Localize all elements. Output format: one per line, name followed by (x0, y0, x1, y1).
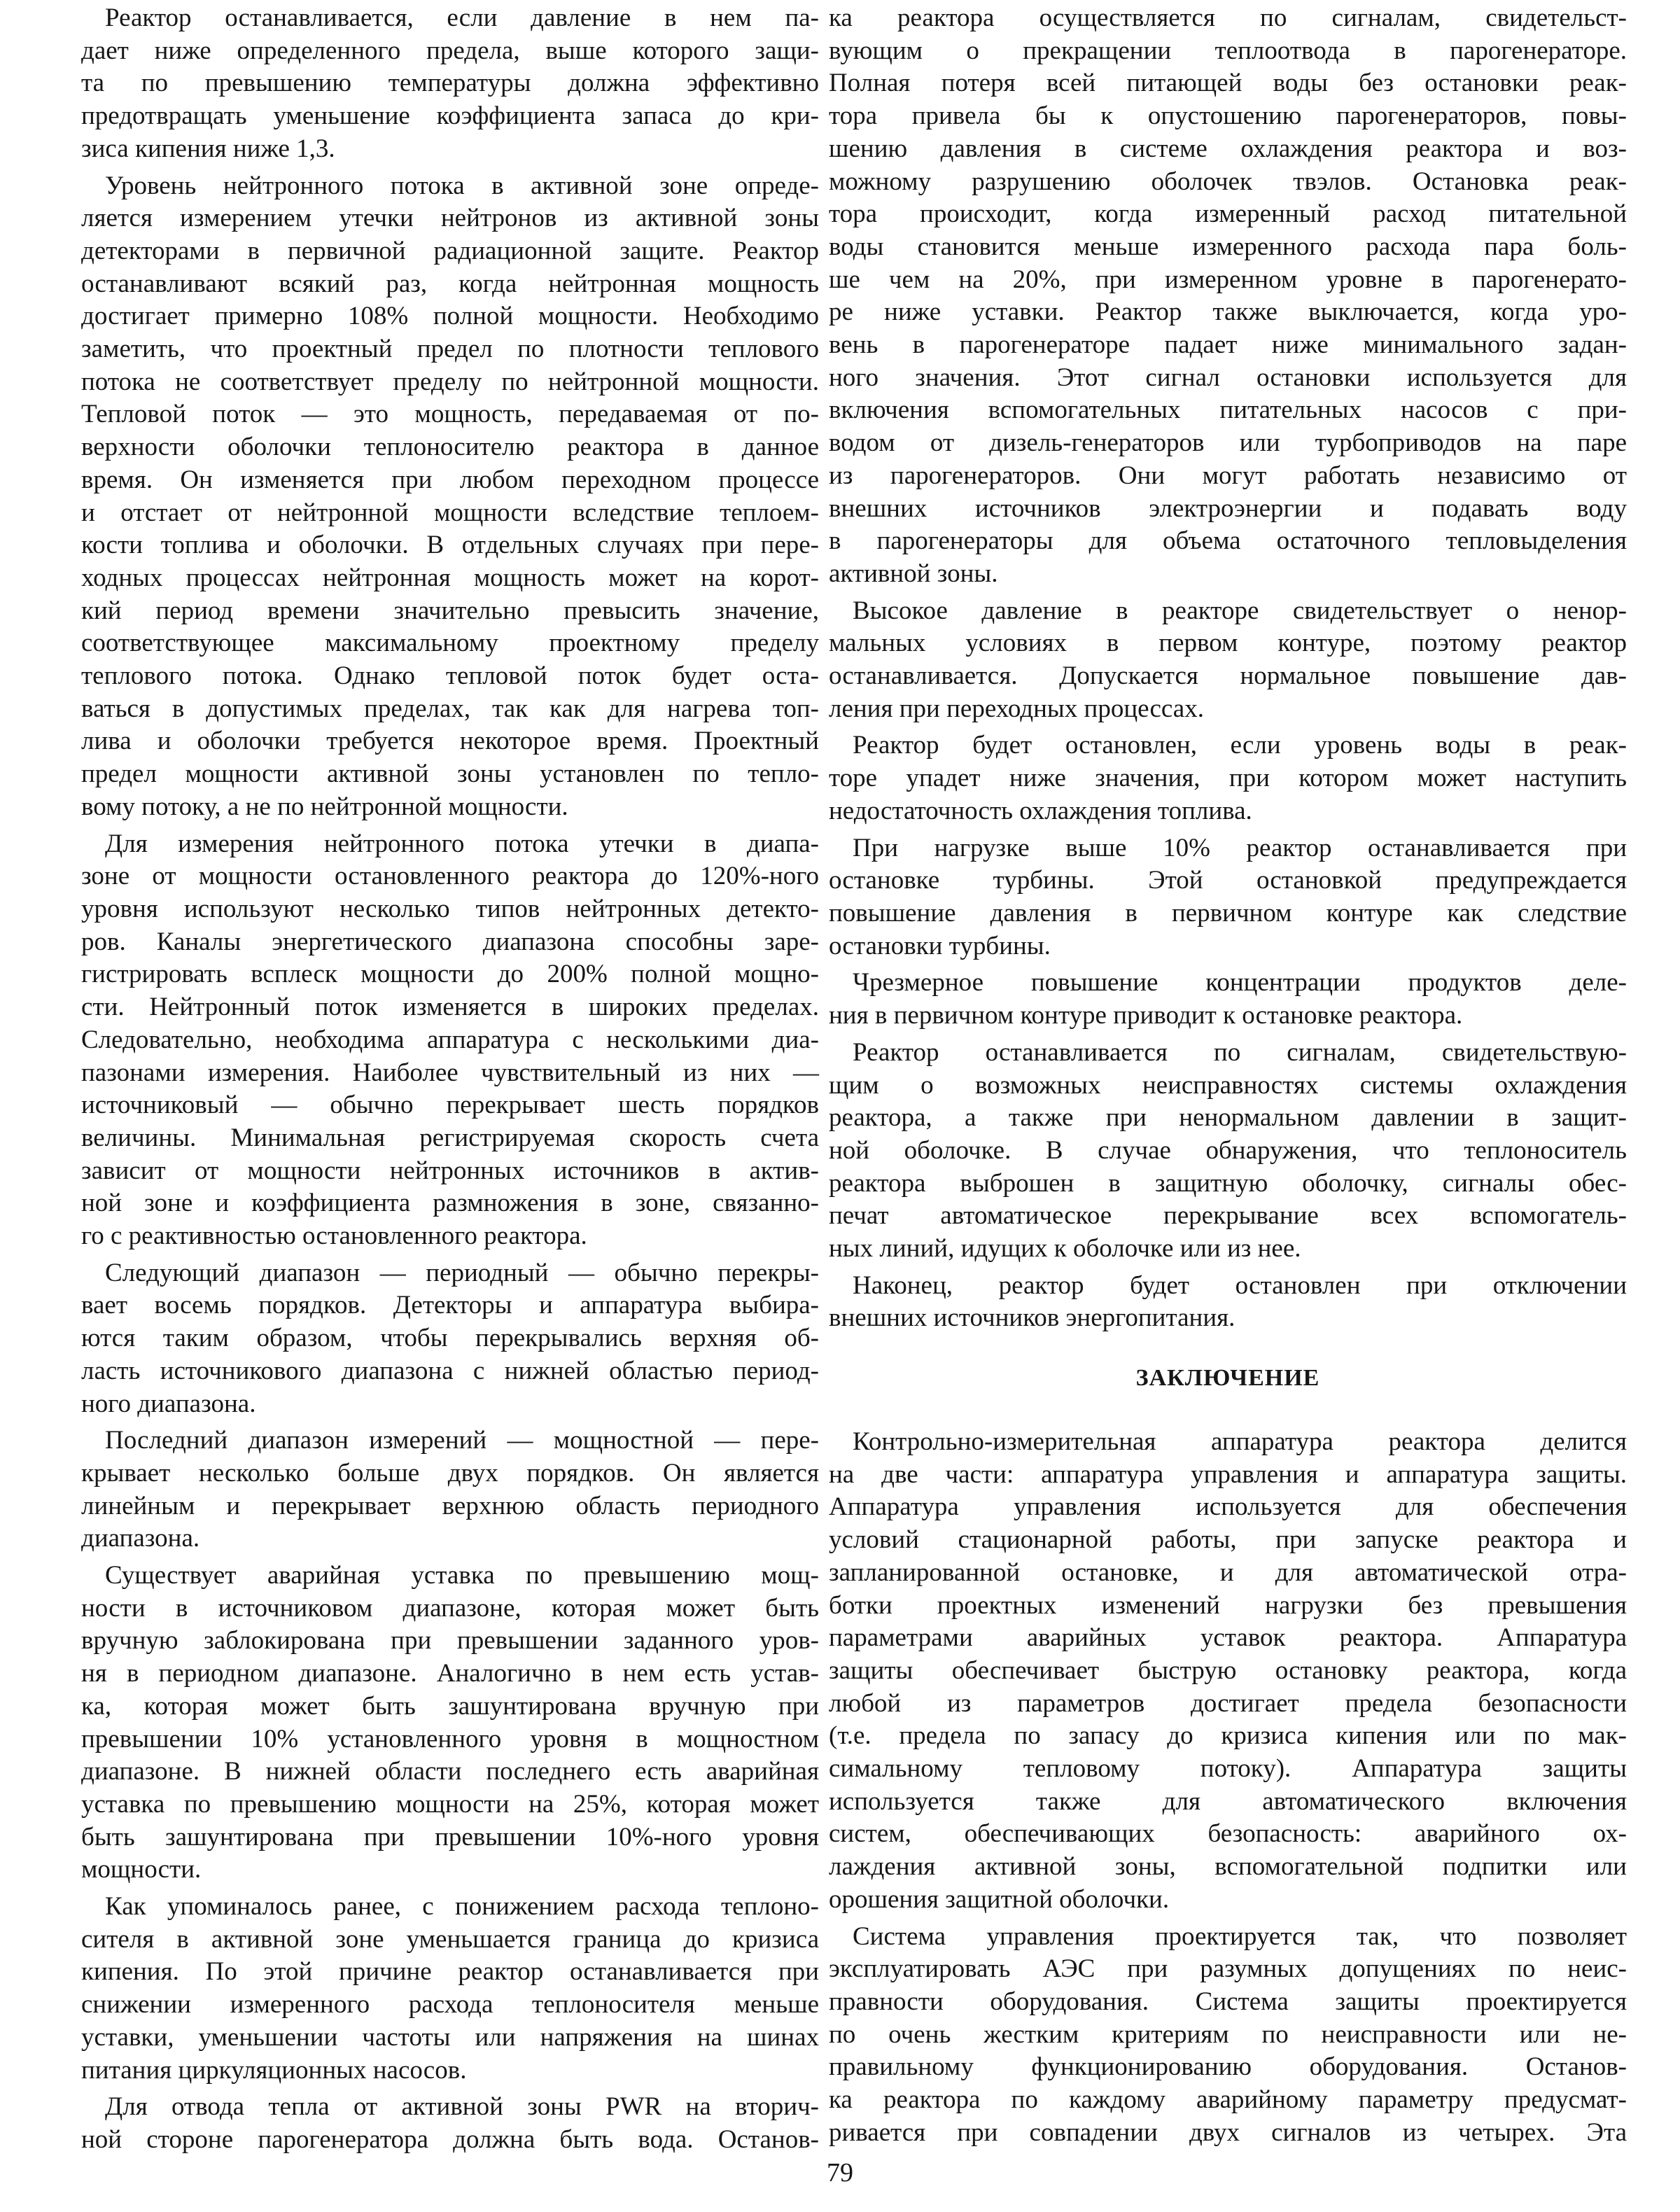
text-line: запланированной остановке, и для автоматической отра- (829, 1558, 1627, 1587)
text-line: лаждения активной зоны, вспомогательной подпитки или (829, 1852, 1627, 1882)
paragraph (829, 595, 1627, 726)
text-line: вает восемь порядков. Детекторы и аппаратура выбира- (81, 1291, 819, 1320)
text-line: Для отвода тепла от активной зоны PWR на вторич- (105, 2092, 819, 2122)
text-line: диапазона. (81, 1524, 200, 1553)
text-line: снижении измеренного расхода теплоносителя меньше (81, 1990, 819, 2019)
text-line: Следовательно, необходима аппаратура с несколькими диа- (81, 1025, 819, 1054)
text-line: диапазоне. В нижней области последнего есть аварийная (81, 1757, 819, 1786)
text-line: достигает примерно 108% полной мощности. Необходимо (81, 302, 819, 331)
text-line: защиты обеспечивает быструю остановку реактора, когда (829, 1656, 1627, 1685)
left-column (81, 2, 819, 2161)
text-line: ка, которая может быть зашунтирована вручную при (81, 1691, 819, 1721)
paragraph (81, 1424, 819, 1555)
text-line: по очень жестким критериям по неисправности или не- (829, 2019, 1627, 2049)
text-line: на две части: аппаратура управления и аппаратура защиты. (829, 1460, 1627, 1489)
text-line: быть зашунтирована при превышении 10%-ного уровня (81, 1822, 819, 1851)
text-line: ния в первичном контуре приводит к остановке реактора. (829, 1001, 1463, 1030)
text-line: мощности. (81, 1855, 202, 1884)
paragraph (829, 832, 1627, 963)
text-line: зиса кипения ниже 1,3. (81, 134, 335, 163)
section-heading: ЗАКЛЮЧЕНИЕ (1135, 1365, 1320, 1391)
text-line: внешних источников электроэнергии и подавать воду (829, 493, 1627, 523)
text-line: параметрами аварийных уставок реактора. Аппаратура (829, 1623, 1627, 1653)
text-line: условий стационарной работы, при запуске реактора и (829, 1525, 1627, 1555)
text-line: систем, обеспечивающих безопасность: аварийного ох- (829, 1819, 1627, 1849)
text-line: ного значения. Этот сигнал остановки используется для (829, 363, 1627, 392)
text-line: предотвращать уменьшение коэффициента запаса до кри- (81, 102, 819, 131)
text-line: тора происходит, когда измеренный расход питательной (829, 200, 1627, 229)
text-line: кости топлива и оболочки. В отдельных случаях при пере- (81, 531, 819, 560)
paragraph (81, 828, 819, 1253)
text-line: время. Он изменяется при любом переходном процессе (81, 465, 819, 494)
paragraph (829, 1921, 1627, 2150)
text-line: тора привела бы к опустошению парогенераторов, повы- (829, 102, 1627, 131)
text-line: сти. Нейтронный поток изменяется в широких пределах. (81, 993, 819, 1022)
text-line: правильному функционированию оборудования. Останов- (829, 2052, 1627, 2082)
text-line: активной зоны. (829, 559, 998, 588)
text-line: теплового потока. Однако тепловой поток будет оста- (81, 662, 819, 691)
text-line: используется также для автоматического включения (829, 1786, 1627, 1816)
text-line: торе упадет ниже значения, при котором может наступить (829, 764, 1627, 793)
text-line: вручную заблокирована при превышении заданного уров- (81, 1626, 819, 1656)
text-line: ка реактора осуществляется по сигналам, свидетельст- (829, 4, 1627, 32)
text-line: Как упоминалось ранее, с понижением расхода теплоно- (105, 1892, 819, 1921)
text-line: остановке турбины. Этой остановкой предупреждается (829, 866, 1627, 895)
text-line: вому потоку, а не по нейтронной мощности. (81, 792, 568, 821)
paragraph (81, 1257, 819, 1421)
conclusion-section (829, 1426, 1627, 2153)
text-line: Наконец, реактор будет остановлен при отключении (853, 1270, 1627, 1300)
text-line: воды становится меньше измеренного расхода пара боль- (829, 232, 1627, 261)
text-line: верхности оболочки теплоносителю реактора в данное (81, 433, 819, 462)
text-line: реактора, а также при ненормальном давлении в защит- (829, 1103, 1627, 1133)
text-line: вень в парогенераторе падает ниже минимального задан- (829, 330, 1627, 360)
text-line: Высокое давление в реакторе свидетельствует о ненор- (853, 596, 1627, 625)
paragraph (81, 2, 819, 166)
text-line: гистрировать всплеск мощности до 200% полной мощно- (81, 960, 819, 989)
text-line: недостаточность охлаждения топлива. (829, 796, 1252, 825)
text-line: уставка по превышению мощности на 25%, которая может (81, 1789, 819, 1819)
text-line: ре ниже уставки. Реактор также выключается, когда уро- (829, 298, 1627, 327)
text-line: Для измерения нейтронного потока утечки в диапа- (105, 829, 819, 858)
text-line: источниковый — обычно перекрывает шесть порядков (81, 1091, 819, 1120)
text-line: превышении 10% установленного уровня в мощностном (81, 1724, 819, 1754)
text-line: ня в периодном диапазоне. Аналогично в нем есть устав- (81, 1659, 819, 1688)
text-line: ного диапазона. (81, 1389, 256, 1418)
paragraph (829, 729, 1627, 827)
text-line: щим о возможных неисправностях системы охлаждения (829, 1070, 1627, 1100)
text-line: уровня используют несколько типов нейтронных детекто- (81, 894, 819, 923)
text-line: печат автоматическое перекрывание всех вспомогатель- (829, 1201, 1627, 1231)
text-line: Полная потеря всей питающей воды без остановки реак- (829, 69, 1627, 98)
text-line: ласть источникового диапазона с нижней областью период- (81, 1356, 819, 1385)
right-column (829, 2, 1627, 1339)
text-line: можному разрушению оболочек твэлов. Остановка реак- (829, 167, 1627, 196)
text-line: останавливается. Допускается нормальное повышение дав- (829, 662, 1627, 691)
paragraph (829, 967, 1627, 1032)
text-line: эксплуатировать АЭС при разумных допущениях по неис- (829, 1954, 1627, 1984)
text-line: из парогенераторов. Они могут работать независимо от (829, 461, 1627, 490)
text-line: соответствующее максимальному проектному пределу (81, 629, 819, 658)
text-line: ше чем на 20%, при измеренном уровне в парогенерато- (829, 265, 1627, 294)
text-line: ются таким образом, чтобы перекрывались верхняя об- (81, 1324, 819, 1353)
text-line: та по превышению температуры должна эффективно (81, 69, 819, 98)
text-line: вующим о прекращении теплоотвода в парогенераторе. (829, 36, 1627, 65)
text-line: (т.е. предела по запасу до кризиса кипения или по мак- (829, 1721, 1627, 1751)
text-line: ляется измерением утечки нейтронов из активной зоны (81, 204, 819, 233)
text-line: орошения защитной оболочки. (829, 1884, 1170, 1914)
text-line: питания циркуляционных насосов. (81, 2055, 467, 2085)
text-line: дает ниже определенного предела, выше которого защи- (81, 36, 819, 65)
paragraph (81, 170, 819, 824)
text-line: повышение давления в первичном контуре как следствие (829, 898, 1627, 927)
text-line: мальных условиях в первом контуре, поэтому реактор (829, 629, 1627, 658)
text-line: в парогенераторы для объема остаточного тепловыделения (829, 526, 1627, 556)
page-number: 79 (827, 2158, 853, 2188)
text-line: остановки турбины. (829, 931, 1051, 960)
text-line: лива и оболочки требуется некоторое время. Проектный (81, 727, 819, 756)
text-line: водом от дизель-генераторов или турбоприводов на паре (829, 428, 1627, 458)
text-line: внешних источников энергопитания. (829, 1303, 1236, 1333)
text-line: правности оборудования. Система защиты проектируется (829, 1987, 1627, 2016)
text-line: ботки проектных изменений нагрузки без превышения (829, 1590, 1627, 1620)
text-line: ления при переходных процессах. (829, 694, 1204, 723)
paragraph (829, 1270, 1627, 1335)
text-line: Аппаратура управления используется для обеспечения (829, 1492, 1627, 1522)
text-line: кий период времени значительно превысить значение, (81, 596, 819, 625)
text-line: детекторами в первичной радиационной защите. Реактор (81, 236, 819, 265)
text-line: шению давления в системе охлаждения реактора и воз- (829, 134, 1627, 163)
text-line: заметить, что проектный предел по плотности теплового (81, 335, 819, 364)
text-line: предел мощности активной зоны установлен по тепло- (81, 760, 819, 789)
text-line: ной зоне и коэффициента размножения в зоне, связанно- (81, 1189, 819, 1218)
text-line: включения вспомогательных питательных насосов с при- (829, 396, 1627, 425)
text-line: сителя в активной зоне уменьшается граница до кризиса (81, 1924, 819, 1954)
text-line: ности в источниковом диапазоне, которая может быть (81, 1593, 819, 1623)
text-line: потока не соответствует пределу по нейтронной мощности. (81, 367, 819, 396)
paragraph (829, 1037, 1627, 1266)
text-line: останавливают всякий раз, когда нейтронная мощность (81, 269, 819, 298)
text-line: ривается при совпадении двух сигналов из четырех. Эта (829, 2118, 1627, 2147)
paragraph (81, 1891, 819, 2087)
text-line: симальному тепловому потоку). Аппаратура защиты (829, 1754, 1627, 1784)
text-line: ных линий, идущих к оболочке или из нее. (829, 1234, 1301, 1264)
text-line: го с реактивностью остановленного реактора. (81, 1222, 587, 1251)
paragraph (829, 2, 1627, 591)
text-line: и отстает от нейтронной мощности вследствие теплоем- (81, 498, 819, 527)
text-line: Чрезмерное повышение концентрации продуктов деле- (853, 968, 1627, 997)
text-line: любой из параметров достигает предела безопасности (829, 1688, 1627, 1718)
paragraph (829, 1426, 1627, 1917)
text-line: пазонами измерения. Наиболее чувствительный из них — (81, 1058, 819, 1087)
text-line: Последний диапазон измерений — мощностной — пере- (105, 1426, 819, 1455)
text-line: ваться в допустимых пределах, так как для нагрева топ- (81, 694, 819, 723)
text-line: Следующий диапазон — периодный — обычно перекры- (105, 1258, 819, 1287)
text-line: При нагрузке выше 10% реактор останавливается при (853, 833, 1627, 862)
text-line: величины. Минимальная регистрируемая скорость счета (81, 1123, 819, 1152)
paragraph (81, 1560, 819, 1886)
text-line: ной оболочке. В случае обнаружения, что теплоноситель (829, 1135, 1627, 1165)
text-line: Реактор останавливается по сигналам, свидетельствую- (853, 1037, 1627, 1067)
paragraph (81, 2091, 819, 2156)
text-line: кипения. По этой причине реактор останавливается при (81, 1957, 819, 1987)
text-line: Реактор останавливается, если давление в нем па- (105, 4, 819, 32)
text-line: зоне от мощности остановленного реактора до 120%-ного (81, 862, 819, 891)
text-line: зависит от мощности нейтронных источников в актив- (81, 1156, 819, 1185)
text-line: Уровень нейтронного потока в активной зоне опреде- (105, 171, 819, 200)
text-line: ров. Каналы энергетического диапазона способны заре- (81, 927, 819, 956)
text-line: ходных процессах нейтронная мощность может на корот- (81, 563, 819, 592)
text-line: крывает несколько больше двух порядков. Он является (81, 1458, 819, 1488)
text-line: Контрольно-измерительная аппаратура реактора делится (853, 1427, 1627, 1456)
text-line: Существует аварийная уставка по превышению мощ- (105, 1561, 819, 1590)
text-line: ной стороне парогенератора должна быть вода. Останов- (81, 2125, 819, 2154)
text-line: линейным и перекрывает верхнюю область периодного (81, 1491, 819, 1520)
text-line: Реактор будет остановлен, если уровень воды в реак- (853, 731, 1627, 760)
text-line: ка реактора по каждому аварийному параметру предусмат- (829, 2085, 1627, 2115)
text-line: уставки, уменьшении частоты или напряжения на шинах (81, 2022, 819, 2052)
text-line: Система управления проектируется так, что позволяет (853, 1921, 1627, 1951)
text-line: реактора выброшен в защитную оболочку, сигналы обес- (829, 1168, 1627, 1198)
text-line: Тепловой поток — это мощность, передаваемая от по- (81, 400, 819, 429)
